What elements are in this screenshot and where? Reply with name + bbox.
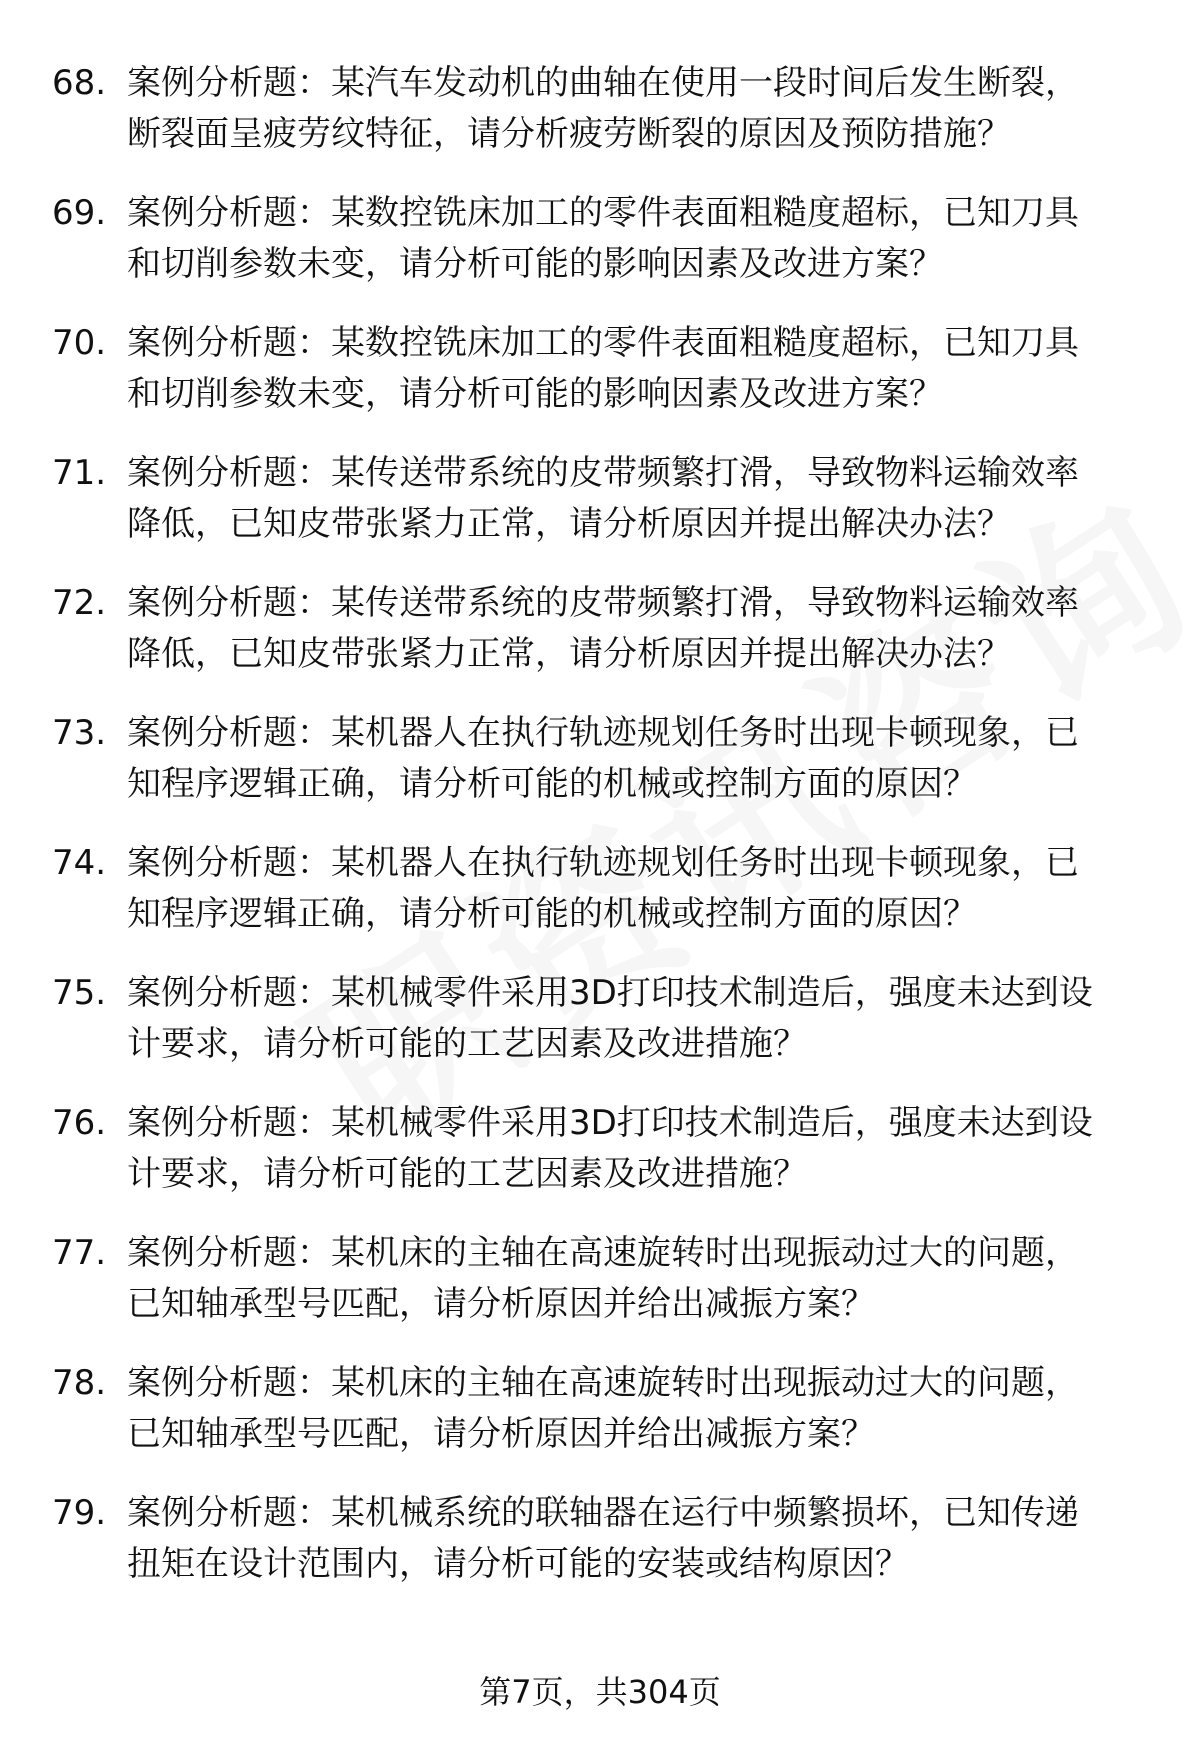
question-text bbox=[127, 58, 1167, 160]
question-line: 案例分析题：某机床的主轴在高速旋转时出现振动过大的问题， bbox=[127, 1363, 1079, 1403]
question-item bbox=[0, 708, 1200, 838]
question-line: 计要求，请分析可能的工艺因素及改进措施？ bbox=[127, 1024, 807, 1064]
question-line: 降低，已知皮带张紧力正常，请分析原因并提出解决办法？ bbox=[127, 634, 1011, 674]
question-item bbox=[0, 1358, 1200, 1488]
question-number: 79. bbox=[52, 1493, 107, 1533]
question-text bbox=[127, 838, 1167, 940]
question-text bbox=[127, 1488, 1167, 1590]
question-number: 76. bbox=[52, 1103, 107, 1143]
question-text bbox=[127, 968, 1167, 1070]
question-item bbox=[0, 838, 1200, 968]
question-line: 案例分析题：某机器人在执行轨迹规划任务时出现卡顿现象，已 bbox=[127, 713, 1079, 753]
question-line: 案例分析题：某机床的主轴在高速旋转时出现振动过大的问题， bbox=[127, 1233, 1079, 1273]
question-item bbox=[0, 318, 1200, 448]
question-number: 77. bbox=[52, 1233, 107, 1273]
question-text bbox=[127, 318, 1167, 420]
question-line: 案例分析题：某数控铣床加工的零件表面粗糙度超标，已知刀具 bbox=[127, 323, 1079, 363]
question-item bbox=[0, 188, 1200, 318]
question-item bbox=[0, 1228, 1200, 1358]
question-item bbox=[0, 578, 1200, 708]
page-number: 第7页，共304页 bbox=[479, 1673, 721, 1711]
question-line: 案例分析题：某机械零件采用3D打印技术制造后，强度未达到设 bbox=[127, 973, 1093, 1013]
question-line: 案例分析题：某机器人在执行轨迹规划任务时出现卡顿现象，已 bbox=[127, 843, 1079, 883]
question-item bbox=[0, 448, 1200, 578]
question-line: 和切削参数未变，请分析可能的影响因素及改进方案？ bbox=[127, 244, 943, 284]
question-text bbox=[127, 188, 1167, 290]
question-text bbox=[127, 1358, 1167, 1460]
question-line: 知程序逻辑正确，请分析可能的机械或控制方面的原因？ bbox=[127, 894, 977, 934]
question-number: 75. bbox=[52, 973, 107, 1013]
question-text bbox=[127, 1228, 1167, 1330]
question-line: 案例分析题：某传送带系统的皮带频繁打滑，导致物料运输效率 bbox=[127, 453, 1079, 493]
question-line: 案例分析题：某汽车发动机的曲轴在使用一段时间后发生断裂， bbox=[127, 63, 1079, 103]
question-number: 74. bbox=[52, 843, 107, 883]
question-item bbox=[0, 1098, 1200, 1228]
question-list bbox=[0, 58, 1200, 1618]
question-line: 降低，已知皮带张紧力正常，请分析原因并提出解决办法？ bbox=[127, 504, 1011, 544]
question-number: 73. bbox=[52, 713, 107, 753]
question-text bbox=[127, 708, 1167, 810]
question-line: 已知轴承型号匹配，请分析原因并给出减振方案？ bbox=[127, 1414, 875, 1454]
question-line: 案例分析题：某机械零件采用3D打印技术制造后，强度未达到设 bbox=[127, 1103, 1093, 1143]
question-line: 案例分析题：某数控铣床加工的零件表面粗糙度超标，已知刀具 bbox=[127, 193, 1079, 233]
question-text bbox=[127, 448, 1167, 550]
question-number: 70. bbox=[52, 323, 107, 363]
question-line: 计要求，请分析可能的工艺因素及改进措施？ bbox=[127, 1154, 807, 1194]
question-number: 72. bbox=[52, 583, 107, 623]
question-number: 68. bbox=[52, 63, 107, 103]
question-line: 案例分析题：某传送带系统的皮带频繁打滑，导致物料运输效率 bbox=[127, 583, 1079, 623]
question-line: 断裂面呈疲劳纹特征，请分析疲劳断裂的原因及预防措施？ bbox=[127, 114, 1011, 154]
question-item bbox=[0, 968, 1200, 1098]
question-item bbox=[0, 1488, 1200, 1618]
question-text bbox=[127, 1098, 1167, 1200]
question-item bbox=[0, 58, 1200, 188]
question-number: 78. bbox=[52, 1363, 107, 1403]
question-line: 知程序逻辑正确，请分析可能的机械或控制方面的原因？ bbox=[127, 764, 977, 804]
question-line: 案例分析题：某机械系统的联轴器在运行中频繁损坏，已知传递 bbox=[127, 1493, 1079, 1533]
question-number: 71. bbox=[52, 453, 107, 493]
question-text bbox=[127, 578, 1167, 680]
question-line: 扭矩在设计范围内，请分析可能的安装或结构原因？ bbox=[127, 1544, 909, 1584]
question-number: 69. bbox=[52, 193, 107, 233]
question-line: 和切削参数未变，请分析可能的影响因素及改进方案？ bbox=[127, 374, 943, 414]
question-line: 已知轴承型号匹配，请分析原因并给出减振方案？ bbox=[127, 1284, 875, 1324]
